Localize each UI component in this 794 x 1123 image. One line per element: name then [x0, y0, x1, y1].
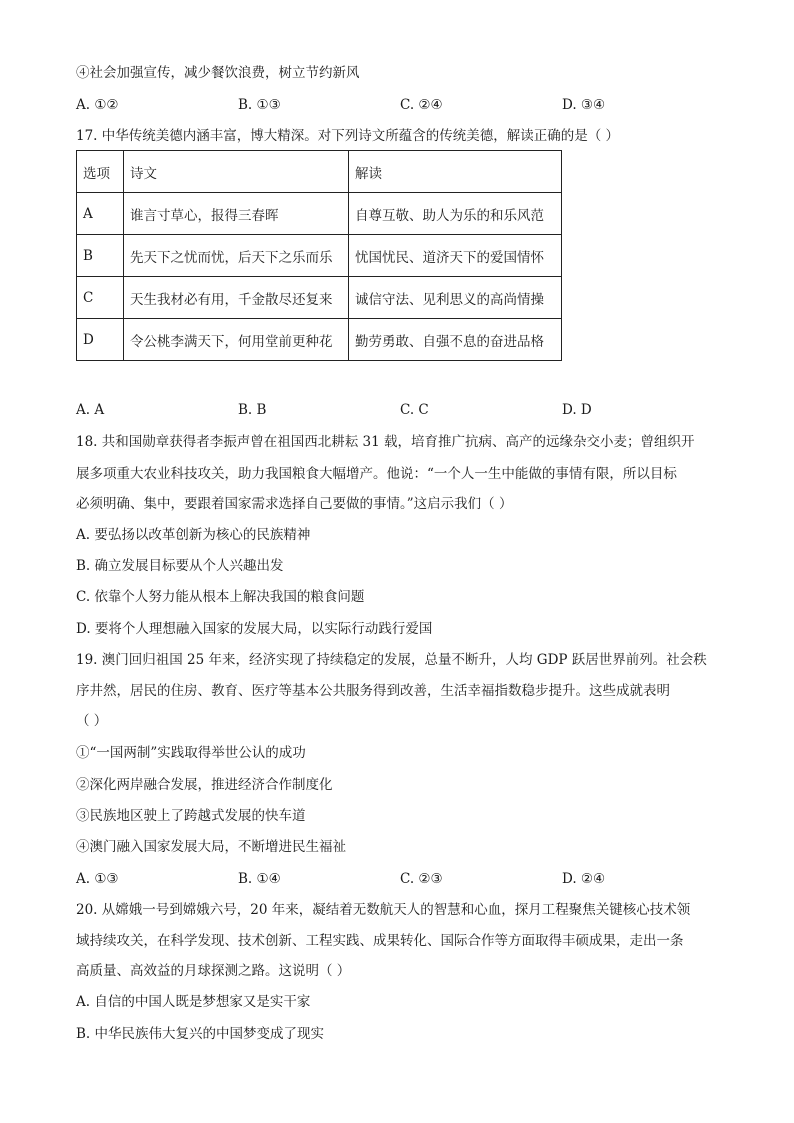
table-cell: 自尊互敬、助人为乐的和乐风范 — [349, 193, 562, 235]
table-cell: 谁言寸草心，报得三春晖 — [124, 193, 349, 235]
q19-item-3: ③民族地区驶上了跨越式发展的快车道 — [76, 808, 306, 824]
table-cell: 勤劳勇敢、自强不息的奋进品格 — [349, 319, 562, 361]
table-cell: B — [77, 235, 124, 277]
table-row — [77, 235, 562, 277]
q18-choice-c: C. 依靠个人努力能从根本上解决我国的粮食问题 — [76, 589, 365, 605]
table-row — [77, 193, 562, 235]
table-cell: 忧国忧民、道济天下的爱国情怀 — [349, 235, 562, 277]
q19-item-1: ①“一国两制”实践取得举世公认的成功 — [76, 745, 306, 761]
option-b: B. ①③ — [238, 97, 281, 113]
option-c: C. C — [400, 402, 429, 418]
table-cell: D — [77, 319, 124, 361]
table-cell: A — [77, 193, 124, 235]
option-b: B. ①④ — [238, 871, 281, 887]
q17-options — [76, 401, 716, 419]
table-cell: C — [77, 277, 124, 319]
q19-options — [76, 870, 716, 888]
table-row — [77, 277, 562, 319]
option-b: B. B — [238, 402, 267, 418]
table-cell: 令公桃李满天下，何用堂前更种花 — [124, 319, 349, 361]
option-a: A. ①② — [76, 97, 119, 113]
table-cell: 先天下之忧而忧，后天下之乐而乐 — [124, 235, 349, 277]
table-header-row — [77, 151, 562, 193]
option-c: C. ②④ — [400, 97, 443, 113]
q19-item-2: ②深化两岸融合发展，推进经济合作制度化 — [76, 777, 333, 793]
q18-choice-d: D. 要将个人理想融入国家的发展大局，以实际行动践行爱国 — [76, 621, 433, 637]
q17-stem: 17. 中华传统美德内涵丰富，博大精深。对下列诗文所蕴含的传统美德，解读正确的是（ ） — [76, 128, 620, 144]
q17-table — [76, 150, 562, 361]
option-d: D. D — [562, 402, 592, 418]
option-c: C. ②③ — [400, 871, 443, 887]
q20-stem-line: 域持续攻关，在科学发现、技术创新、工程实践、成果转化、国际合作等方面取得丰硕成果，走出一条 — [76, 933, 684, 949]
q18-choice-a: A. 要弘扬以改革创新为核心的民族精神 — [76, 527, 311, 543]
q18-stem-line: 18. 共和国勋章获得者李振声曾在祖国西北耕耘 31 载，培育推广抗病、高产的远缘杂交小麦；曾组织开 — [76, 434, 695, 450]
q18-choice-b: B. 确立发展目标要从个人兴趣出发 — [76, 558, 284, 574]
q19-item-4: ④澳门融入国家发展大局，不断增进民生福祉 — [76, 839, 346, 855]
q18-stem-line: 必须明确、集中，要跟着国家需求选择自己要做的事情。”这启示我们（ ） — [76, 496, 513, 512]
q19-stem-line: 序井然，居民的住房、教育、医疗等基本公共服务得到改善，生活幸福指数稳步提升。这些成就表明 — [76, 683, 670, 699]
table-row — [77, 319, 562, 361]
q18-stem-line: 展多项重大农业科技攻关，助力我国粮食大幅增产。他说：“一个人一生中能做的事情有限，所以目标 — [76, 466, 677, 482]
table-header-cell: 选项 — [77, 151, 124, 193]
q20-stem-line: 高质量、高效益的月球探测之路。这说明（ ） — [76, 963, 351, 979]
option-d: D. ②④ — [562, 871, 606, 887]
q20-stem-line: 20. 从嫦娥一号到嫦娥六号，20 年来，凝结着无数航天人的智慧和心血，探月工程聚焦关键核心技术领 — [76, 902, 691, 918]
option-a: A. A — [76, 402, 105, 418]
q20-choice-a: A. 自信的中国人既是梦想家又是实干家 — [76, 994, 311, 1010]
table-header-cell: 解读 — [349, 151, 562, 193]
q19-stem-line: 19. 澳门回归祖国 25 年来，经济实现了持续稳定的发展，总量不断升，人均 GDP 跃居世界前列。社会秩 — [76, 652, 707, 668]
q20-choice-b: B. 中华民族伟大复兴的中国梦变成了现实 — [76, 1026, 325, 1042]
q19-stem-line: （ ） — [76, 713, 108, 729]
q16-options — [76, 96, 716, 114]
table-cell: 天生我材必有用，千金散尽还复来 — [124, 277, 349, 319]
option-d: D. ③④ — [562, 97, 606, 113]
table-header-cell: 诗文 — [124, 151, 349, 193]
table-cell: 诚信守法、见利思义的高尚情操 — [349, 277, 562, 319]
option-a: A. ①③ — [76, 871, 119, 887]
q16-item-4: ④社会加强宣传，减少餐饮浪费，树立节约新风 — [76, 65, 360, 81]
